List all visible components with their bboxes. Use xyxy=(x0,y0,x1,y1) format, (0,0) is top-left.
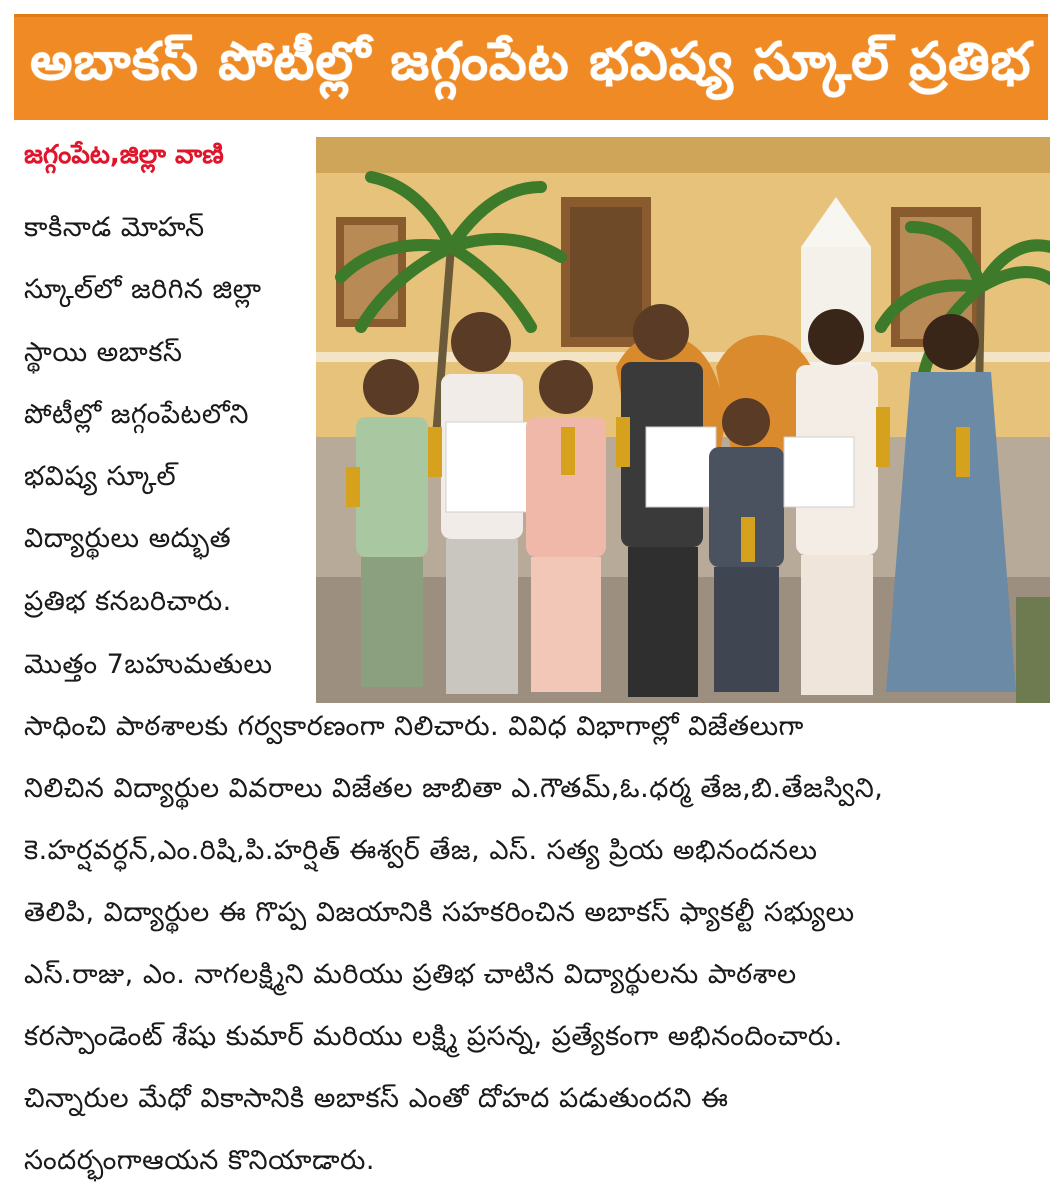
headline-banner xyxy=(14,14,1048,120)
body-line: కాకినాడ మోహన్ xyxy=(24,212,205,243)
dateline: జగ్గంపేట,జిల్లా వాణి xyxy=(24,140,224,170)
body-line: కె.హర్షవర్ధన్,ఎం.రిషి,పి.హర్షిత్ ఈశ్వర్ తేజ, ఎస్. సత్య ప్రియ అభినందనలు xyxy=(24,835,818,866)
building-roofline xyxy=(316,137,1050,173)
body-line: తెలిపి, విద్యార్థుల ఈ గొప్ప విజయానికి సహకరించిన అబాకస్ ఫ్యాకల్టీ సభ్యులు xyxy=(24,897,855,928)
photo-illustration xyxy=(316,137,1050,703)
body-line: సందర్భంగాఆయన కొనియాడారు. xyxy=(24,1145,375,1176)
body-line: భవిష్య స్కూల్ xyxy=(24,461,177,492)
body-line: స్థాయి అబాకస్ xyxy=(24,337,183,368)
body-line: కరస్పాండెంట్ శేషు కుమార్ మరియు లక్ష్మి ప్రసన్న, ప్రత్యేకంగా అభినందించారు. xyxy=(24,1021,843,1052)
body-line: స్కూల్‌లో జరిగిన జిల్లా xyxy=(24,274,262,305)
body-line: విద్యార్థులు అద్భుత xyxy=(24,523,232,554)
headline-title: అబాకస్ పోటీల్లో జగ్గంపేట భవిష్య స్కూల్ ప్రతిభ xyxy=(30,32,1032,92)
body-line: నిలిచిన విద్యార్థుల వివరాలు విజేతల జాబితా ఎ.గౌతమ్,ఓ.ధర్మ తేజ,బి.తేజస్విని, xyxy=(24,773,884,804)
body-line: చిన్నారుల మేధో వికాసానికి అబాకస్ ఎంతో దోహద పడుతుందని ఈ xyxy=(24,1083,729,1114)
body-line: పోటీల్లో జగ్గంపేటలోని xyxy=(24,399,249,430)
body-line: ప్రతిభ కనబరిచారు. xyxy=(24,586,232,617)
body-line: ఎస్.రాజు, ఎం. నాగలక్ష్మిని మరియు ప్రతిభ చాటిన విద్యార్థులను పాఠశాల xyxy=(24,959,797,990)
body-line: మొత్తం 7బహుమతులు xyxy=(24,649,273,680)
body-line: సాధించి పాఠశాలకు గర్వకారణంగా నిలిచారు. వివిధ విభాగాల్లో విజేతలుగా xyxy=(24,711,804,742)
news-photo xyxy=(316,137,1050,703)
